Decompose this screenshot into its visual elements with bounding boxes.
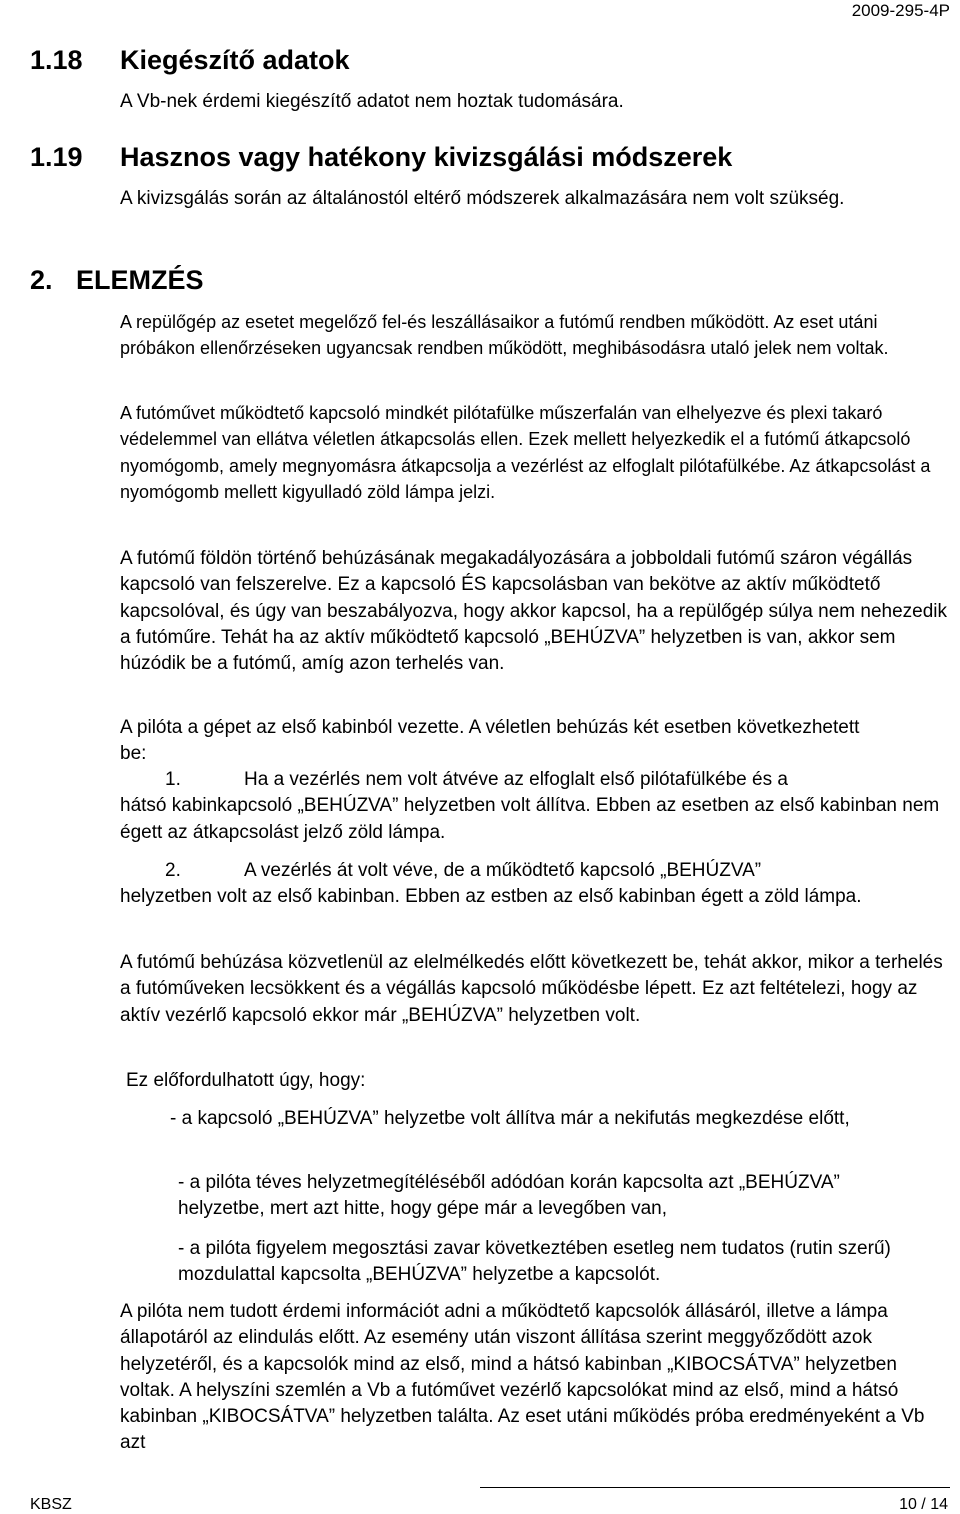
paragraph: A pilóta a gépet az első kabinból vezette. A véletlen behúzás két esetben következhetett be: bbox=[120, 717, 860, 765]
dash-list-item: - a kapcsoló „BEHÚZVA” helyzetbe volt állítva már a nekifutás megkezdése előtt, bbox=[170, 1108, 850, 1129]
section-number: 1.18 bbox=[30, 45, 83, 75]
footer-divider bbox=[480, 1487, 950, 1488]
item-first-text: Ha a vezérlés nem volt átvéve az elfoglalt első pilótafülkébe és a bbox=[244, 769, 788, 790]
section-heading-1-18 bbox=[30, 43, 350, 77]
section-text-1-18: A Vb-nek érdemi kiegészítő adatot nem hoztak tudomására. bbox=[120, 91, 624, 112]
paragraph: A futómű földön történő behúzásának megakadályozására a jobboldali futómű száron végállás kapcsoló van felszerelve. Ez a kapcsoló ÉS kapcsolásban van bekötve az aktív működtető kapcsolóval, és úgy van beszabályozva, hogy akkor kapcsol, ha a repülőgép súlya nem nehezedik a futóműre. Tehát ha az aktív működtető kapcsoló „BEHÚZVA” helyzetben is van, akkor sem húzódik be a futómű, amíg azon terhelés van. bbox=[120, 548, 948, 675]
section-title: ELEMZÉS bbox=[76, 265, 204, 295]
item-number: 2. bbox=[165, 860, 181, 881]
item-first-text: A vezérlés át volt véve, de a működtető kapcsoló „BEHÚZVA” bbox=[244, 860, 762, 881]
numbered-item-1 bbox=[120, 767, 955, 846]
item-number: 1. bbox=[165, 769, 181, 790]
section-heading-2 bbox=[30, 263, 204, 297]
section-number: 1.19 bbox=[30, 142, 83, 172]
numbered-item-rest: helyzetben volt az első kabinban. Ebben az estben az első kabinban égett a zöld lámpa. bbox=[120, 886, 862, 908]
numbered-item-rest: hátsó kabinkapcsoló „BEHÚZVA” helyzetben volt állítva. Ebben az esetben az első kabinban nem égett az átkapcsolást jelző zöld lámpa. bbox=[120, 795, 940, 843]
footer-org: KBSZ bbox=[30, 1496, 72, 1513]
dash-list-item: - a pilóta téves helyzetmegítéléséből adódóan korán kapcsolta azt „BEHÚZVA” helyzetbe, mert azt hitte, hogy gépe már a levegőben van, bbox=[178, 1172, 840, 1220]
numbered-item-2 bbox=[120, 858, 955, 911]
document-code: 2009-295-4P bbox=[851, 1, 950, 20]
section-number: 2. bbox=[30, 265, 53, 295]
section-title: Kiegészítő adatok bbox=[120, 45, 350, 75]
page-number: 10 / 14 bbox=[899, 1496, 948, 1513]
section-title: Hasznos vagy hatékony kivizsgálási módszerek bbox=[120, 142, 733, 172]
section-text-1-19: A kivizsgálás során az általánostól eltérő módszerek alkalmazására nem volt szükség. bbox=[120, 188, 845, 209]
paragraph: A repülőgép az esetet megelőző fel-és leszállásaikor a futómű rendben működött. Az eset utáni próbákon ellenőrzéseken ugyancsak rendben működött, meghibásodásra utaló jelek nem voltak. bbox=[120, 312, 889, 359]
paragraph: A pilóta nem tudott érdemi információt adni a működtető kapcsolók állásáról, illetve a lámpa állapotáról az elindulás előtt. Az esemény után viszont állítása szerint meggyőződött azok helyzetéről, és a kapcsolók mind az első, mind a hátsó kabinban „KIBOCSÁTVA” helyzetben voltak. A helyszíni szemlén a Vb a futóművet vezérlő kapcsolókat mind az első, mind a hátsó kabinban „KIBOCSÁTVA” helyzetben találta. Az eset utáni működés próba eredményeként a Vb azt bbox=[120, 1301, 925, 1454]
section-heading-1-19 bbox=[30, 140, 732, 174]
numbered-item-first-line bbox=[120, 858, 955, 884]
paragraph: A futómű behúzása közvetlenül az elelmélkedés előtt következett be, tehát akkor, mikor a terhelés a futóműveken lecsökkent és a végállás kapcsoló működésbe lépett. Ez azt feltételezi, hogy az aktív vezérlő kapcsoló ekkor már „BEHÚZVA” helyzetben volt. bbox=[120, 952, 943, 1026]
paragraph: A futóművet működtető kapcsoló mindkét pilótafülke műszerfalán van elhelyezve és plexi takaró védelemmel van ellátva véletlen átkapcsolás ellen. Ezek mellett helyezkedik el a futómű átkapcsoló nyomógomb, amely megnyomásra átkapcsolja a vezérlést az elfoglalt pilótafülkébe. Az átkapcsolást a nyomógomb mellett kigyulladó zöld lámpa jelzi. bbox=[120, 403, 931, 503]
numbered-item-first-line bbox=[120, 767, 955, 793]
paragraph: Ez előfordulhatott úgy, hogy: bbox=[126, 1070, 366, 1091]
dash-list-item: - a pilóta figyelem megosztási zavar következtében esetleg nem tudatos (rutin szerű) mozdulattal kapcsolta „BEHÚZVA” helyzetbe a kapcsolót. bbox=[178, 1238, 891, 1286]
